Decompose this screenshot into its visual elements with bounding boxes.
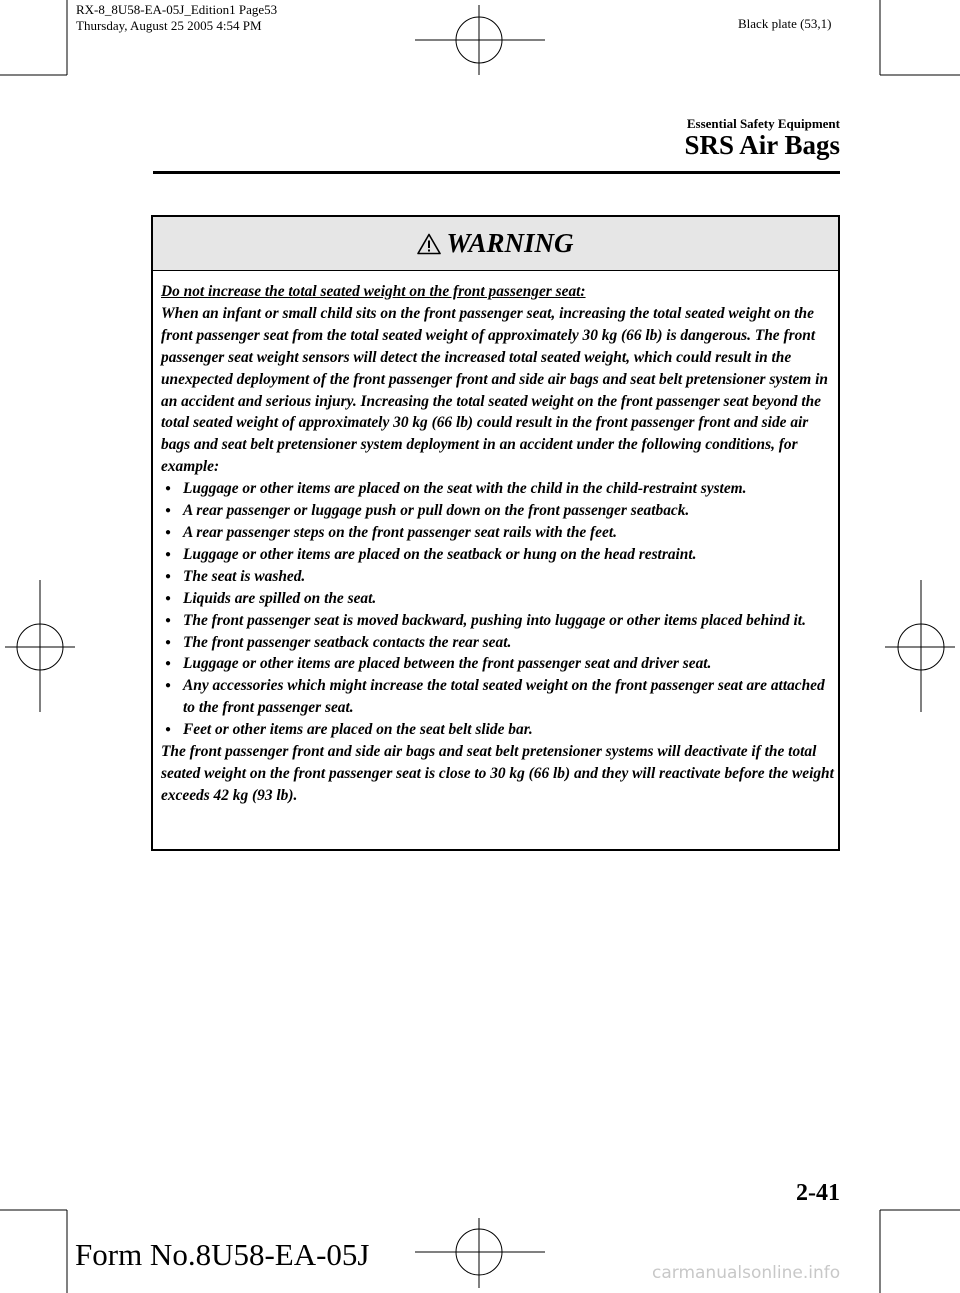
warning-header	[153, 217, 838, 271]
warning-closing: The front passenger front and side air bags and seat belt pretensioner systems will deactivate if the total seated weight on the front passenger seat is close to 30 kg (66 lb) and they will reactivate before the weight exceeds 42 kg (93 lb).	[161, 743, 834, 804]
section-title: Essential Safety Equipment	[686, 116, 840, 131]
list-item: ● Feet or other items are placed on the seat belt slide bar.	[161, 719, 834, 741]
list-item: ● Luggage or other items are placed on the seat with the child in the child-restraint system.	[161, 478, 834, 500]
list-item: ● Liquids are spilled on the seat.	[161, 588, 834, 610]
chapter-title: SRS Air Bags	[684, 130, 840, 160]
warning-title: WARNING	[446, 228, 574, 258]
warning-body	[153, 271, 838, 807]
condition-list	[161, 478, 834, 741]
list-item: ● A rear passenger or luggage push or pull down on the front passenger seatback.	[161, 500, 834, 522]
list-item: ● The front passenger seatback contacts the rear seat.	[161, 632, 834, 654]
list-item: ● Luggage or other items are placed between the front passenger seat and driver seat.	[161, 653, 834, 675]
watermark: carmanualsonline.info	[652, 1263, 841, 1283]
list-item: ● Luggage or other items are placed on the seatback or hung on the head restraint.	[161, 544, 834, 566]
warning-box	[151, 215, 840, 851]
warning-intro: When an infant or small child sits on the front passenger seat, increasing the total seated weight on the front passenger seat from the total seated weight of approximately 30 kg (66 lb) is dangerous. The front passenger seat weight sensors will detect the increased total seated weight, which could result in the unexpected deployment of the front passenger front and side air bags and seat belt pretensioner system in an accident and serious injury. Increasing the total seated weight on the front passenger seat beyond the total seated weight of approximately 30 kg (66 lb) could result in the front passenger front and side air bags and seat belt pretensioner system deployment in an accident under the following conditions, for example:	[161, 304, 828, 476]
print-info-file: RX-8_8U58-EA-05J_Edition1 Page53	[76, 2, 278, 17]
list-item: ● The seat is washed.	[161, 566, 834, 588]
print-info-date: Thursday, August 25 2005 4:54 PM	[76, 18, 262, 33]
header-rule	[153, 171, 840, 174]
warning-lead: Do not increase the total seated weight on the front passenger seat:	[161, 283, 586, 300]
warning-triangle-icon	[417, 233, 441, 255]
page-number: 2-41	[796, 1180, 840, 1206]
list-item: ● The front passenger seat is moved backward, pushing into luggage or other items placed behind it.	[161, 610, 834, 632]
form-number: Form No.8U58-EA-05J	[75, 1237, 370, 1272]
list-item: ● A rear passenger steps on the front passenger seat rails with the feet.	[161, 522, 834, 544]
list-item: ● Any accessories which might increase the total seated weight on the front passenger seat are attached to the front passenger seat.	[161, 675, 834, 719]
plate-label: Black plate (53,1)	[738, 16, 832, 31]
